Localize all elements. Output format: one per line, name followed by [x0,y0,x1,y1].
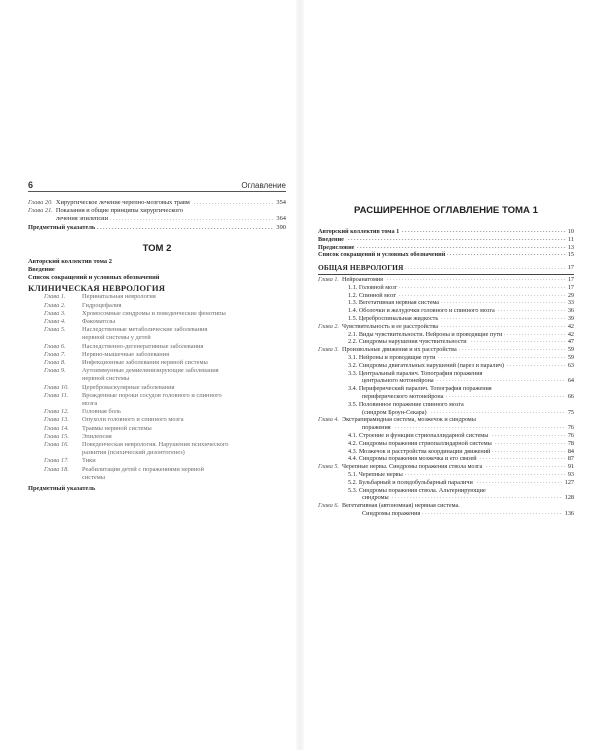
tom2-chapter[interactable] [28,466,286,474]
subsection-entry[interactable] [318,331,574,339]
chapter-label: Глава 12. [44,408,69,416]
toc-entry-index[interactable] [28,224,286,232]
entry-title: Хирургическое лечение черепно-мозговых травм [55,199,190,206]
subsection-entry[interactable] [318,307,574,315]
entry-title: Произвольные движения и их расстройства [341,346,457,354]
subsection-entry[interactable] [318,315,574,323]
tom2-chapter[interactable] [28,343,286,351]
chapter-title: Головная боль [82,408,121,416]
chapter-title: Хромосомные синдромы и поведенческие фенотипы [82,309,226,317]
chapter-label: Глава 3. [318,346,339,354]
entry-title: Нейроанатомия [341,275,384,283]
entry-page: 87 [567,455,574,463]
subsection-entry[interactable] [318,385,574,393]
entry-title: Список сокращений и условных обозначений [318,251,446,259]
toc-front-entry[interactable] [318,236,574,244]
toc-entry-continued[interactable] [318,409,574,417]
chapter-label: Глава 18. [44,465,69,473]
chapter-entry[interactable] [318,463,574,471]
chapter-title: системы [82,473,106,481]
chapter-title: Травмы нервной системы [82,424,152,432]
entry-page: 136 [564,509,574,517]
entry-title: Синдромы поражения [362,509,421,517]
entry-title: лечения эпилепсии [56,215,108,223]
chapter-title: Аутоиммунные демиелинизирующие заболевания [82,367,219,375]
running-head-title: Оглавление [241,181,286,190]
entry-title: периферического мотонейрона [362,392,444,400]
subsection-entry[interactable] [318,292,574,300]
subsection-entry[interactable] [318,362,574,370]
chapter-label: Глава 1. [318,275,339,283]
chapter-title: нервной системы у детей [82,334,151,342]
chapter-entry[interactable] [318,346,574,354]
subsection-entry[interactable] [318,432,574,440]
book-gutter [296,0,304,750]
chapter-title: Цереброваскулярные заболевания [82,383,175,391]
subsection-entry[interactable] [318,479,574,487]
tom2-chapter[interactable] [28,416,286,424]
section-title: ОБЩАЯ НЕВРОЛОГИЯ [318,264,404,273]
tom2-chapter-list [28,293,286,482]
toc-entry-continued[interactable] [28,215,286,223]
entry-title: синдромы [362,494,389,502]
entry-title: 4.4. Синдромы поражения мозжечка и его связей [348,455,477,463]
entry-page: 10 [567,228,574,235]
entry-page: 11 [568,235,574,243]
tom2-chapter-continued[interactable] [28,375,286,383]
subsection-entry[interactable] [318,370,574,378]
chapter-label: Глава 11. [44,391,69,399]
tom2-chapter[interactable] [28,318,286,326]
entry-page: 13 [567,243,574,251]
chapter-title: Гидроцефалия [82,301,122,309]
entry-title: 3.2. Синдромы двигательных нарушений (парез и паралич) [348,361,504,369]
chapter-title: Факоматозы [82,318,116,326]
page-number: 6 [28,180,34,190]
page-title: РАСШИРЕННОЕ ОГЛАВЛЕНИЕ ТОМА 1 [354,205,538,216]
entry-page: 93 [567,470,574,478]
tom2-chapter-continued[interactable] [28,400,286,408]
chapter-label: Глава 4. [44,318,66,326]
tom2-chapter[interactable] [28,351,286,359]
entry-page: 17 [567,275,574,283]
chapter-title: Перинатальная неврология [82,293,156,301]
running-header [28,180,286,192]
tom2-chapter[interactable] [28,408,286,416]
chapter-label [28,375,82,383]
left-page [28,180,286,493]
subsection-entry[interactable] [318,354,574,362]
entry-title: Черепные нервы. Синдромы поражения ствола мозга [341,463,483,471]
chapter-label: Глава 16. [44,441,69,449]
entry-page: 76 [567,424,574,432]
entry-page: 29 [567,291,574,299]
toc-entry-continued[interactable] [318,377,574,385]
subsection-entry[interactable] [318,455,574,463]
entry-title: (синдром Броун-Секара) [362,408,427,416]
chapter-title: Инфекционные заболевания нервной системы [82,359,208,367]
entry-page: 63 [567,361,574,369]
toc-entry-continued[interactable] [318,494,574,502]
chapter-title: Опухоли головного и спинного мозга [82,416,184,424]
chapter-label: Глава 15. [44,432,69,440]
subsection-entry[interactable] [318,487,574,495]
entry-title: Авторский коллектив тома 1 [318,228,400,235]
entry-title: поражения [362,424,391,432]
tom2-chapter[interactable] [28,392,286,400]
chapter-title: Наследственные метаболические заболевания [82,326,208,334]
chapter-label: Глава 17. [44,457,69,465]
entry-page: 42 [567,330,574,338]
tom2-chapter[interactable] [28,433,286,441]
chapter-label: Глава 8. [44,359,66,367]
chapter-title: Нервно-мышечные заболевания [82,350,170,358]
entry-title: 5.2. Бульбарный и псевдобульбарный параличи [348,478,473,486]
tom2-front-item[interactable]: Введение [28,266,55,274]
chapter-label: Глава 10. [44,383,69,391]
entry-title: 1.2. Спинной мозг [348,291,397,299]
subsection-entry[interactable] [318,338,574,346]
tom2-chapter[interactable] [28,457,286,465]
chapter-label: Глава 9. [44,367,66,375]
tom2-chapter[interactable] [28,441,286,449]
entry-page: 33 [567,299,574,307]
chapter-entry[interactable] [318,416,574,424]
entry-page: 47 [567,338,574,346]
chapter-title: Тики [82,457,96,465]
right-page [318,205,574,518]
entry-page: 59 [567,353,574,361]
subsection-entry[interactable] [318,471,574,479]
toc-entry-continued[interactable] [318,393,574,401]
entry-title: 4.3. Мозжечок и расстройства координации движений [348,447,491,455]
clinical-neurology-heading: КЛИНИЧЕСКАЯ НЕВРОЛОГИЯ [28,283,166,294]
tom2-front-item[interactable]: Список сокращений и условных обозначений [28,274,160,282]
subsection-entry[interactable] [318,448,574,456]
entry-page: 66 [567,392,574,400]
tom2-index[interactable]: Предметный указатель [28,485,96,493]
tom2-chapter[interactable] [28,367,286,375]
tom2-chapter[interactable] [28,310,286,318]
entry-page: 64 [567,377,574,385]
tom2-chapter[interactable] [28,425,286,433]
chapter-label: Глава 6. [44,342,66,350]
entry-title: 1.5. Цереброспинальная жидкость [348,314,439,322]
toc-front-entry[interactable] [318,251,574,259]
toc-entry[interactable] [28,207,286,215]
entry-page: 17 [567,283,574,291]
entry-title: Показания и общие принципы хирургического [55,207,183,215]
subsection-entry[interactable] [318,299,574,307]
entry-title: 1.1. Головной мозг [348,283,398,291]
chapter-label: Глава 6. [318,502,339,510]
entry-page: 84 [567,447,574,455]
chapter-label: Глава 3. [44,309,66,317]
section-heading[interactable] [318,264,574,273]
toc-entry-continued[interactable] [318,424,574,432]
entry-title: центрального мотонейрона [362,377,434,385]
toc-entry-list [318,276,574,518]
chapter-title: мозга [82,400,98,408]
entry-title: Введение [318,235,344,243]
chapter-label: Глава 2. [44,301,66,309]
entry-title: Предисловие [318,243,355,251]
entry-page: 39 [567,314,574,322]
tom2-chapter[interactable] [28,359,286,367]
subsection-entry[interactable] [318,401,574,409]
section-page: 17 [567,264,574,272]
entry-page: 75 [567,408,574,416]
chapter-title: Поведенческая неврология. Нарушения психического [82,441,229,449]
entry-page: 354 [276,199,286,206]
entry-page: 78 [567,439,574,447]
tom2-chapter[interactable] [28,293,286,301]
entry-title: 3.1. Нейроны и проводящие пути [348,353,436,361]
chapter-label: Глава 5. [44,326,66,334]
entry-page: 390 [276,223,286,231]
entry-title: 2.2. Синдромы нарушения чувствительности [348,338,467,346]
chapter-title: Врожденные пороки сосудов головного и спинного [82,391,222,399]
entry-title: 1.3. Вегетативная нервная система [348,299,440,307]
chapter-label: Глава 4. [318,416,339,424]
entry-page: 127 [564,478,574,486]
subsection-entry[interactable] [318,284,574,292]
toc-entry[interactable] [28,199,286,207]
subsection-entry[interactable] [318,440,574,448]
tom2-chapter[interactable] [28,302,286,310]
chapter-label [28,400,82,408]
entry-title: Предметный указатель [28,223,96,231]
entry-title: Чувствительность и ее расстройства [341,322,438,330]
tom2-chapter-continued[interactable] [28,449,286,457]
toc-entry-continued[interactable] [318,510,574,518]
entry-title: 3.4. Периферический паралич. Топография поражения [348,385,492,393]
tom2-chapter[interactable] [28,384,286,392]
entry-page: 91 [567,463,574,471]
entry-page: 128 [564,494,574,502]
entry-page: 76 [567,431,574,439]
chapter-title: Реабилитация детей с поражениями нервной [82,465,204,473]
toc-front-entry[interactable] [318,244,574,252]
entry-page: 36 [567,307,574,315]
entry-page: 42 [567,322,574,330]
tom2-front-item[interactable]: Авторский коллектив тома 2 [28,257,112,265]
entry-page: 364 [276,215,286,223]
chapter-label: Глава 1. [44,293,66,301]
toc-front-entry[interactable] [318,228,574,236]
chapter-entry[interactable] [318,502,574,510]
section-divider [318,274,574,275]
entry-title: 4.2. Синдромы поражения стриопаллидарной системы [348,439,492,447]
chapter-label: Глава 21. [28,207,53,215]
entry-title: 5.3. Синдромы поражения ствола. Альтернирующие [348,486,486,494]
chapter-title: Эпилепсия [82,432,112,440]
chapter-label: Глава 5. [318,463,339,471]
chapter-label [28,449,82,457]
tom1-tail-entries [28,199,286,232]
entry-title: Вегетативная (автономная) нервная система. [341,502,460,510]
chapter-label: Глава 13. [44,416,69,424]
tom2-chapter-continued[interactable] [28,334,286,342]
chapter-label [28,474,82,482]
chapter-entry[interactable] [318,323,574,331]
entry-title: 3.5. Половинное поражение спинного мозга [348,400,464,408]
entry-title: 2.1. Виды чувствительности. Нейроны и проводящие пути [348,330,503,338]
entry-title: 4.1. Строение и функции стриопаллидарной системы [348,431,489,439]
entry-title: Экстрапирамидная система, мозжечок и синдромы [341,416,476,424]
chapter-label: Глава 14. [44,424,69,432]
tom2-chapter[interactable] [28,326,286,334]
tom2-chapter-continued[interactable] [28,474,286,482]
entry-title: 3.3. Центральный паралич. Топография поражения [348,369,483,377]
chapter-title: Наследственно-дегенеративные заболевания [82,342,204,350]
chapter-label [28,334,82,342]
entry-page: 15 [567,251,574,259]
chapter-title: развития (психический дизонтогенез) [82,449,185,457]
chapter-entry[interactable] [318,276,574,284]
entry-title: 1.4. Оболочки и желудочки головного и спинного мозга [348,307,495,315]
chapter-label: Глава 7. [44,350,66,358]
chapter-label: Глава 2. [318,322,339,330]
entry-title: 5.1. Черепные нервы [348,470,403,478]
tom2-heading: ТОМ 2 [142,242,172,254]
chapter-label: Глава 20. [28,199,53,206]
entry-page: 59 [567,346,574,354]
chapter-title: нервной системы [82,375,130,383]
